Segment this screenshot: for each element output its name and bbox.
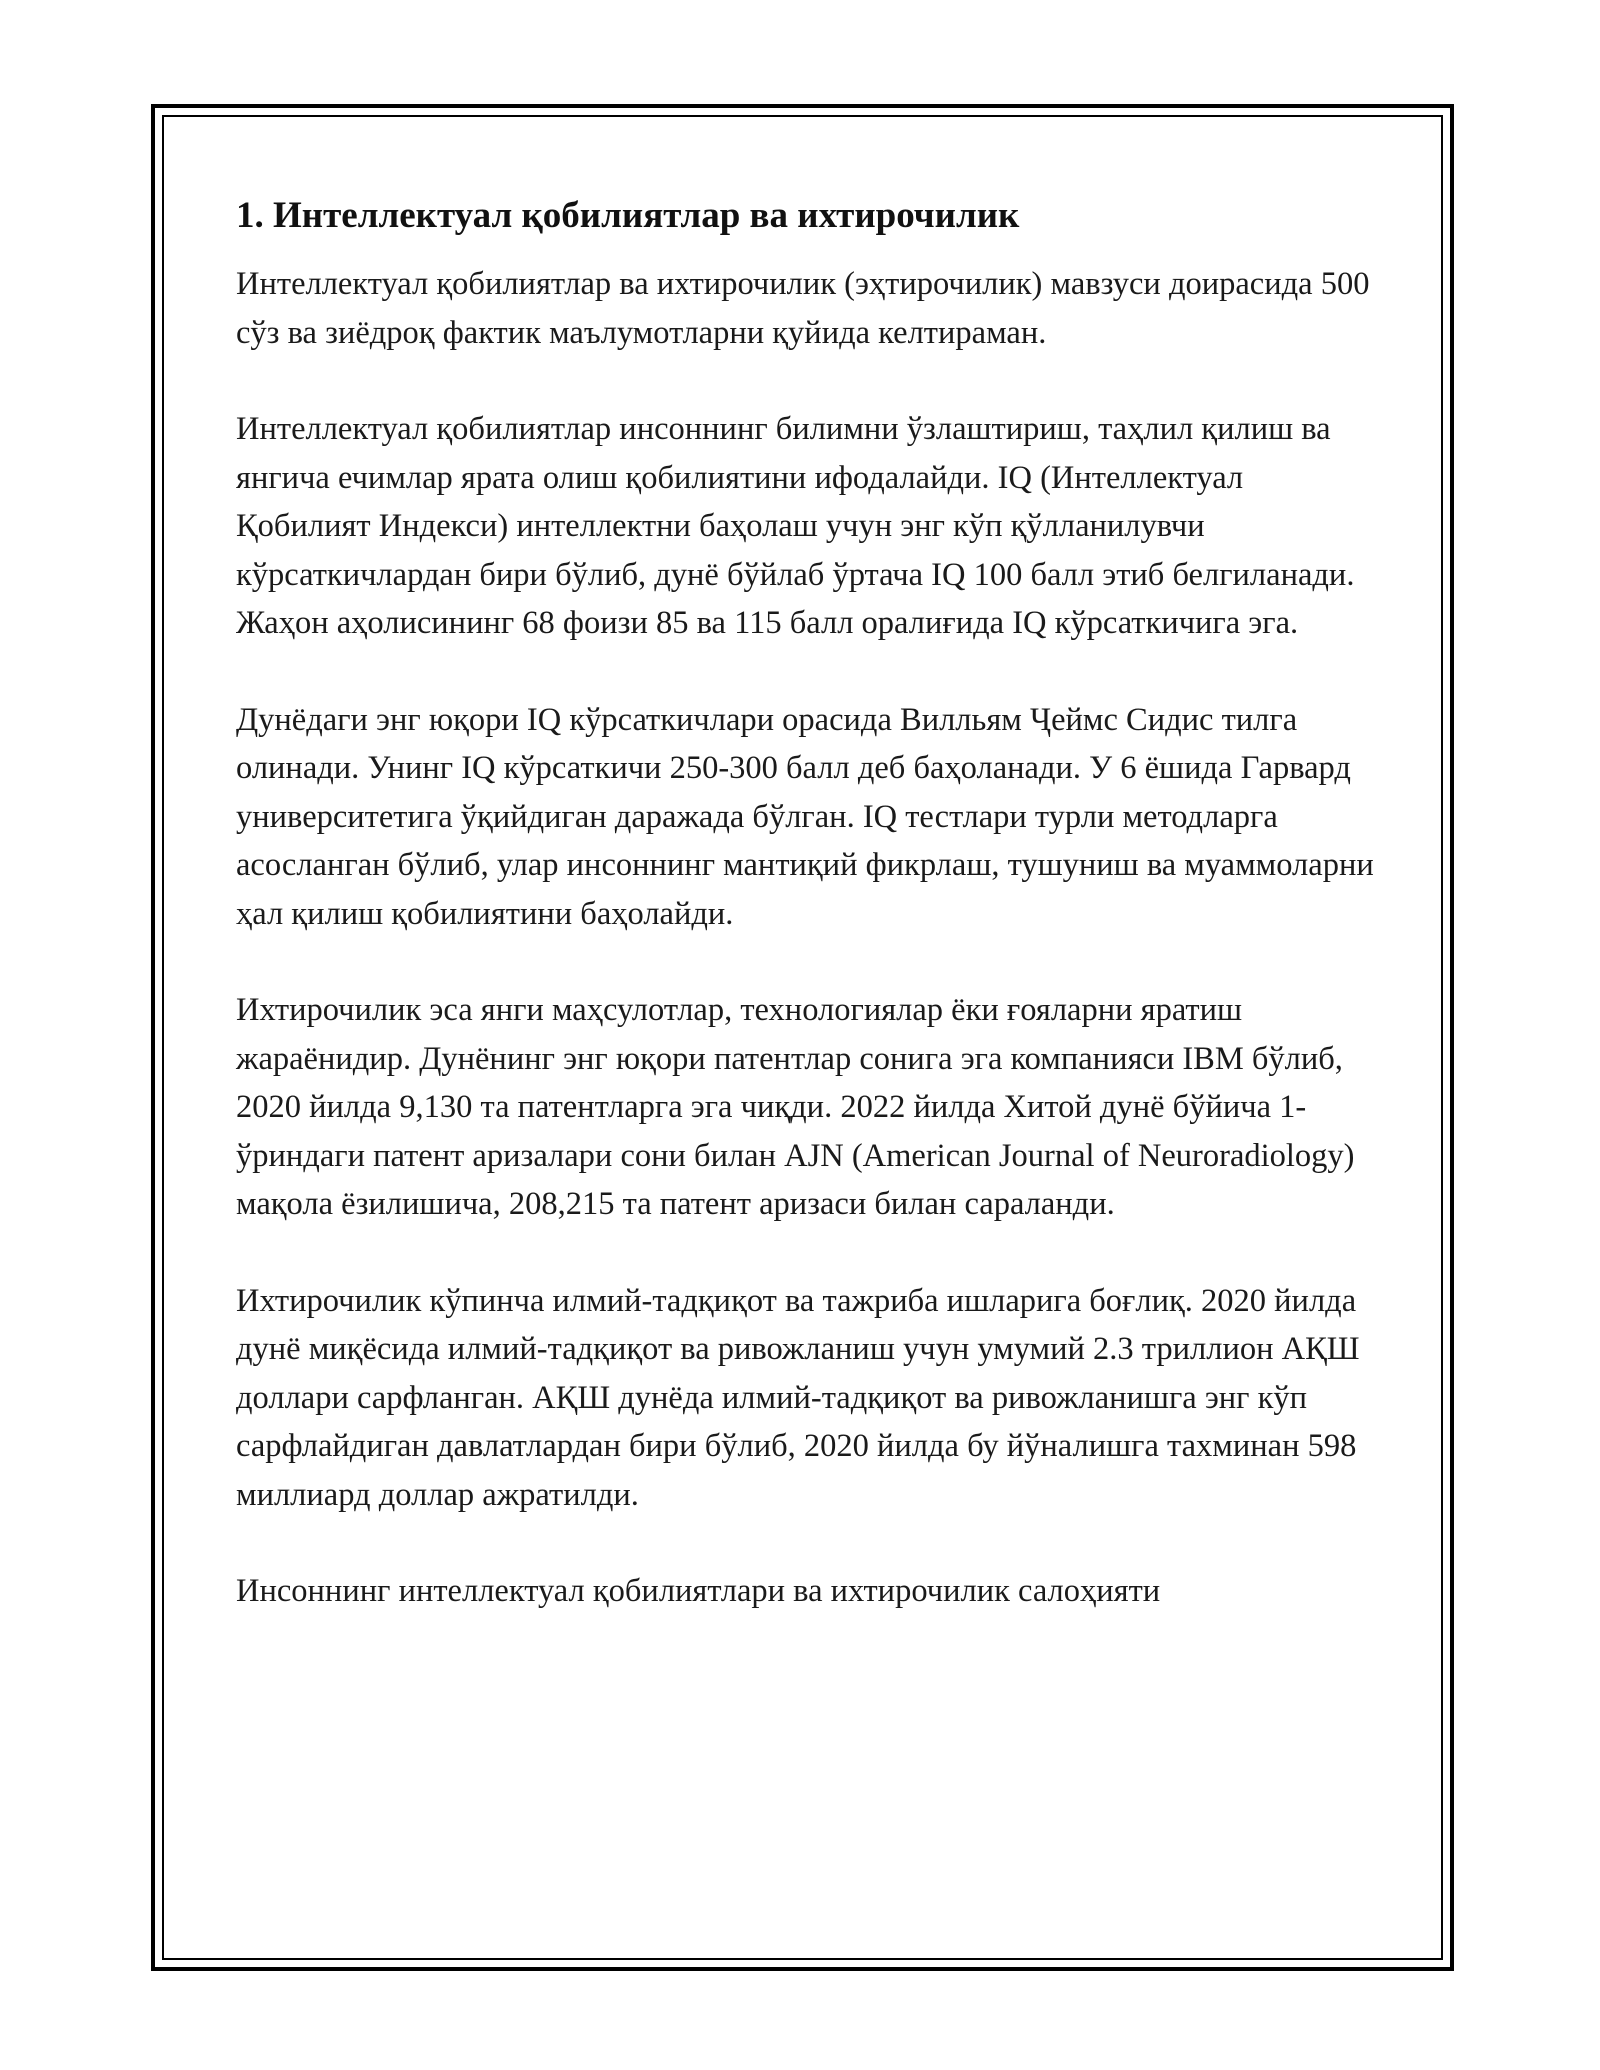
paragraph-highest-iq: Дунёдаги энг юқори IQ кўрсаткичлари орасида Вилльям Ҷеймс Сидис тилга олинади. Унинг IQ кўрсаткичи 250-300 балл деб баҳоланади. У 6 ёшида Гарвард университетига ўқийдиган даражада бўлган. IQ тестлари турли методларга асосланган бўлиб, улар инсоннинг мантиқий фикрлаш, тушуниш ва муаммоларни ҳал қилиш қобилиятини баҳолайди. [236,701,1374,932]
document-body [236,192,1376,1664]
paragraph-iq-definition: Интеллектуал қобилиятлар инсоннинг билимни ўзлаштириш, таҳлил қилиш ва янгича ечимлар ярата олиш қобилиятини ифодалайди. IQ (Интеллектуал Қобилият Индекси) интеллектни баҳолаш учун энг кўп қўлланилувчи кўрсаткичлардан бири бўлиб, дунё бўйлаб ўртача IQ 100 балл этиб белгиланади. Жаҳон аҳолисининг 68 фоизи 85 ва 115 балл оралиғида IQ кўрсаткичига эга. [236,411,1355,641]
paragraph-research-spending: Ихтирочилик кўпинча илмий-тадқиқот ва тажриба ишларига боғлиқ. 2020 йилда дунё миқёсида илмий-тадқиқот ва ривожланиш учун умумий 2.3 триллион АҚШ доллари сарфланган. АҚШ дунёда илмий-тадқиқот ва ривожланишга энг кўп сарфлайдиган давлатлардан бири бўлиб, 2020 йилда бу йўналишга тахминан 598 миллиард доллар ажратилди. [236,1282,1360,1513]
paragraph-intro: Интеллектуал қобилиятлар ва ихтирочилик (эҳтирочилик) мавзуси доирасида 500 сўз ва зиёдроқ фактик маълумотларни қуйида келтираман. [236,266,1370,351]
paragraph-closing: Инсоннинг интеллектуал қобилиятлари ва ихтирочилик салоҳияти [236,1573,1161,1609]
paragraph-invention-patents: Ихтирочилик эса янги маҳсулотлар, технологиялар ёки ғояларни яратиш жараёнидир. Дунёнинг энг юқори патентлар сонига эга компанияси IBM бўлиб, 2020 йилда 9,130 та патентларга эга чиқди. 2022 йилда Хитой дунё бўйича 1-ўриндаги патент аризалари сони билан AJN (American Journal of Neuroradiology) мақола ёзилишича, 208,215 та патент аризаси билан сараланди. [236,992,1355,1222]
section-heading: 1. Интеллектуал қобилиятлар ва ихтирочилик [236,195,1020,236]
